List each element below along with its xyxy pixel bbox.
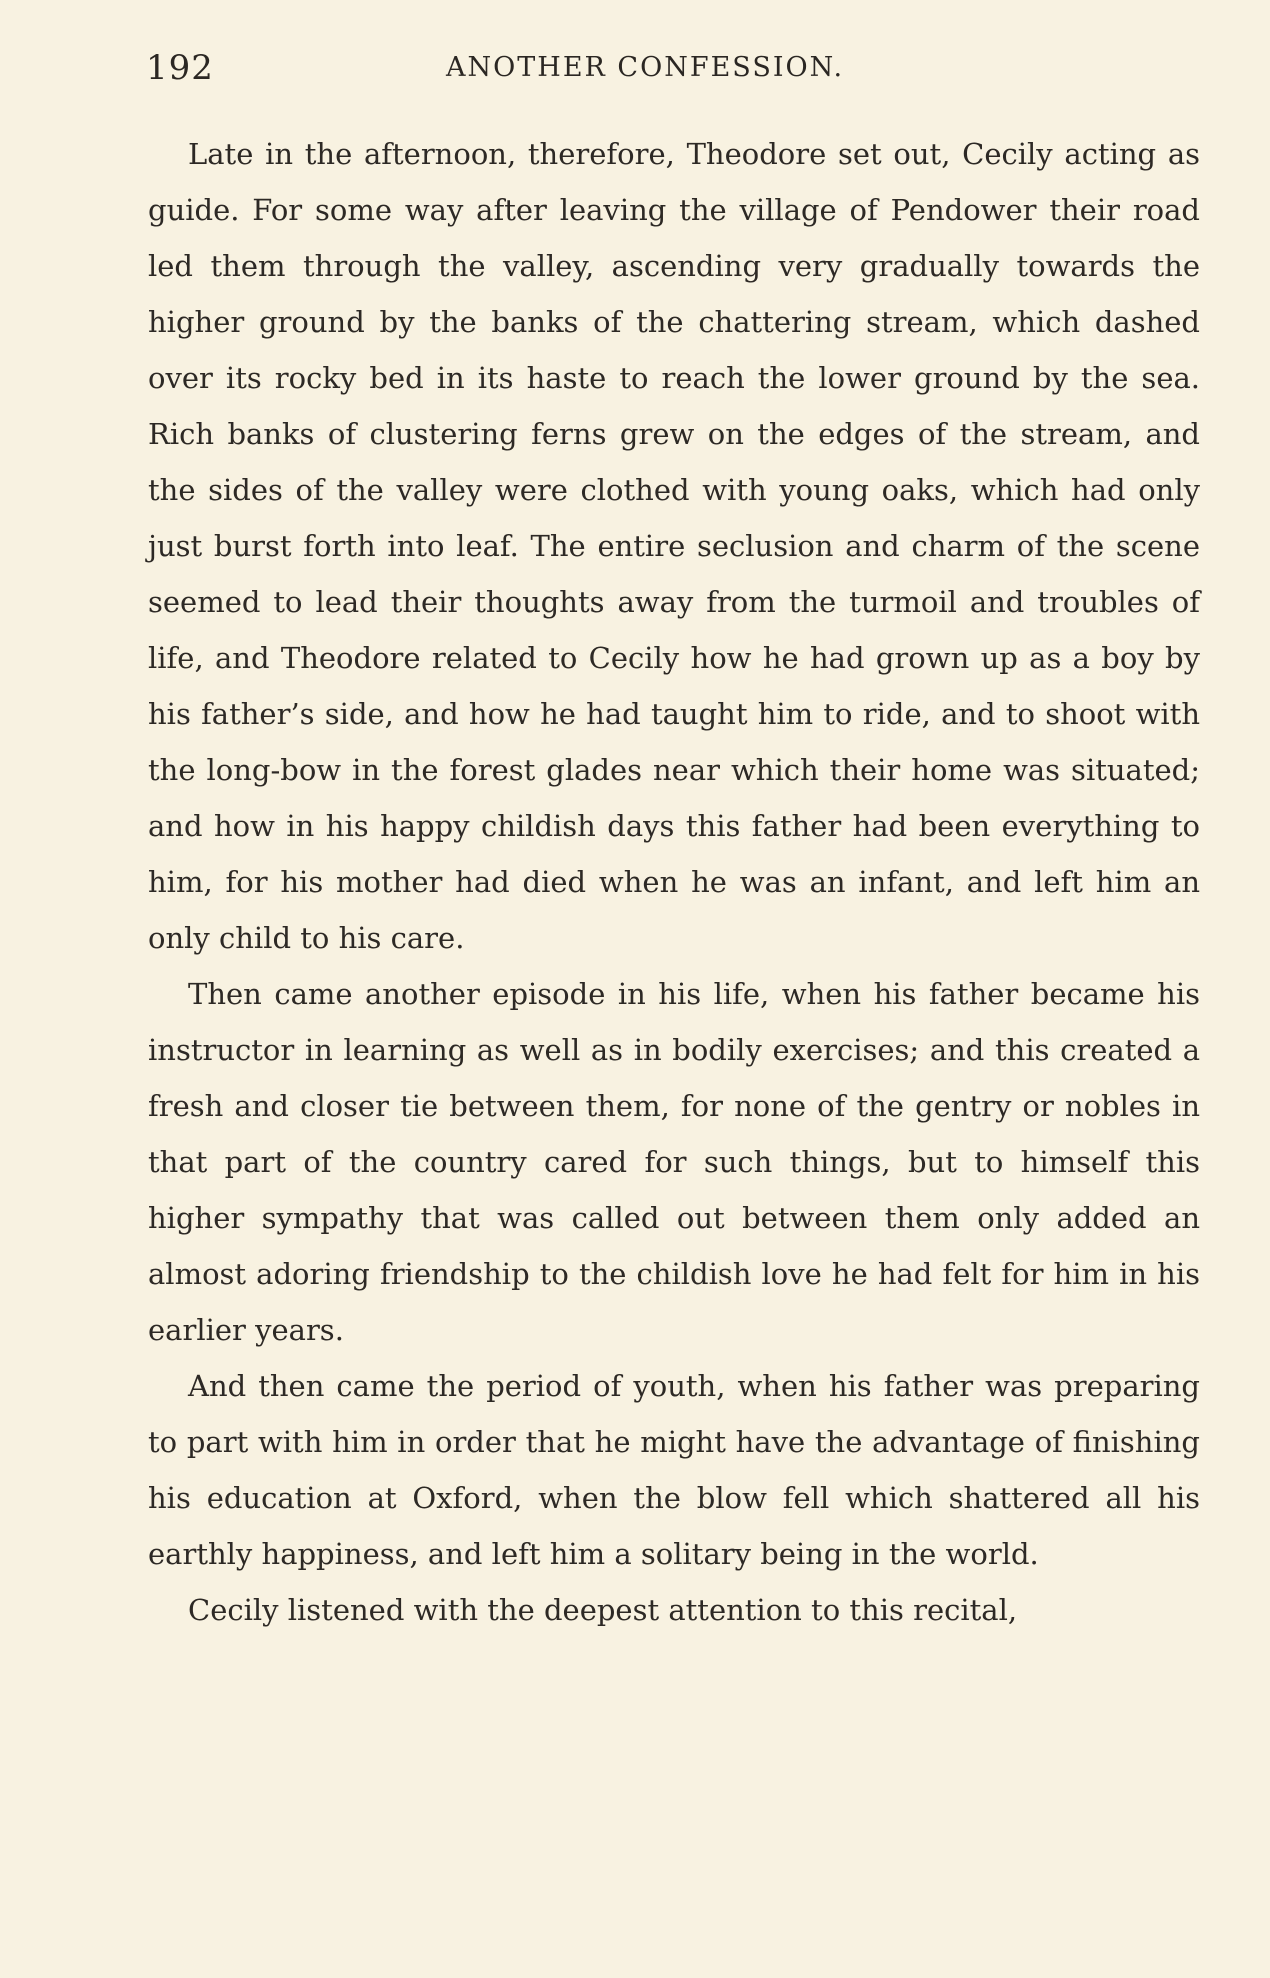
paragraph-1: Late in the afternoon, therefore, Theodore set out, Cecily acting as guide. For some way after leaving the village of Pendower their road led them through the valley, ascending very gradually towards the higher ground by the banks of the chattering stream, which dashed over its rocky bed in its haste to reach the lower ground by the sea. Rich banks of clustering ferns grew on the edges of the stream, and the sides of the valley were clothed with young oaks, which had only just burst forth into leaf. The entire seclusion and charm of the scene seemed to lead their thoughts away from the turmoil and troubles of life, and Theodore related to Cecily how he had grown up as a boy by his father’s side, and how he had taught him to ride, and to shoot with the long-bow in the forest glades near which their home was situated; and how in his happy childish days this father had been everything to him, for his mother had died when he was an infant, and left him an only child to his care.	[148, 137, 1200, 955]
page-number: 192	[146, 48, 214, 88]
body-text	[148, 126, 1200, 1638]
paragraph-4: Cecily listened with the deepest attention to this recital,	[188, 1593, 1018, 1627]
paragraph-3: And then came the period of youth, when his father was preparing to part with him in order that he might have the advantage of finishing his education at Oxford, when the blow fell which shattered all his earthly happiness, and left him a solitary being in the world.	[148, 1369, 1200, 1571]
running-head	[146, 48, 1206, 96]
paragraph-2: Then came another episode in his life, when his father became his instructor in learning as well as in bodily exercises; and this created a fresh and closer tie between them, for none of the gentry or nobles in that part of the country cared for such things, but to himself this higher sympathy that was called out between them only added an almost adoring friendship to the childish love he had felt for him in his earlier years.	[148, 977, 1200, 1347]
running-title: ANOTHER CONFESSION.	[446, 52, 845, 83]
